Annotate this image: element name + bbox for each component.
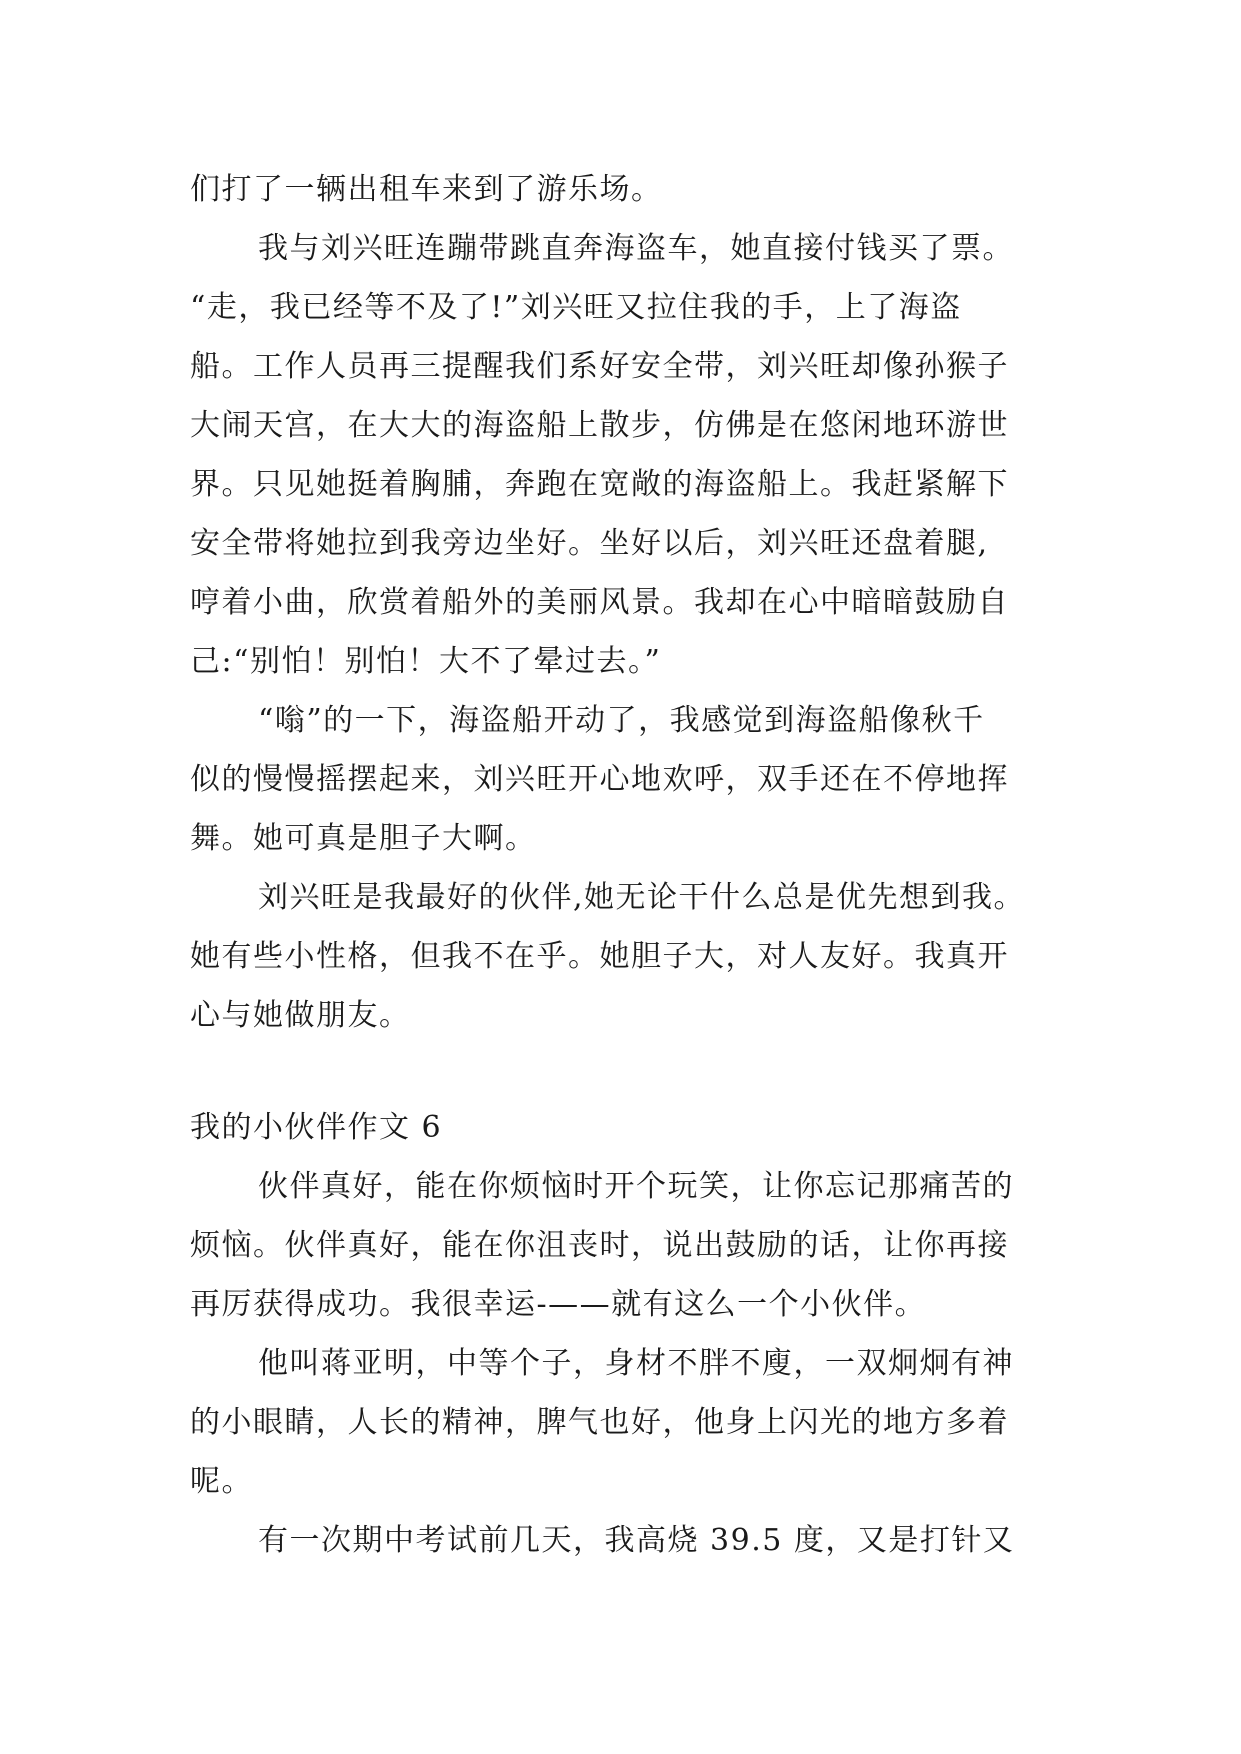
section-heading: 我的小伙伴作文 6 [190, 1110, 443, 1145]
paragraph-line: “走，我已经等不及了!”刘兴旺又拉住我的手，上了海盗 [190, 290, 962, 325]
paragraph-line: 哼着小曲，欣赏着船外的美丽风景。我却在心中暗暗鼓励自 [190, 585, 1009, 620]
paragraph-line: 我与刘兴旺连蹦带跳直奔海盗车，她直接付钱买了票。 [258, 231, 1014, 266]
paragraph-line: 他叫蒋亚明，中等个子，身材不胖不廋，一双炯炯有神 [258, 1346, 1014, 1381]
paragraph-line: 她有些小性格，但我不在乎。她胆子大，对人友好。我真开 [190, 939, 1009, 974]
paragraph-line: 安全带将她拉到我旁边坐好。坐好以后，刘兴旺还盘着腿, [190, 526, 989, 561]
paragraph-line: 再厉获得成功。我很幸运-——就有这么一个小伙伴。 [190, 1287, 927, 1322]
text-column [190, 160, 1070, 1570]
paragraph-line: 舞。她可真是胆子大啊。 [190, 821, 537, 856]
paragraph-line: 呢。 [190, 1464, 253, 1499]
paragraph-line: 烦恼。伙伴真好，能在你沮丧时，说出鼓励的话，让你再接 [190, 1228, 1009, 1263]
paragraph-line: 伙伴真好，能在你烦恼时开个玩笑，让你忘记那痛苦的 [258, 1169, 1014, 1204]
paragraph-line: 有一次期中考试前几天，我高烧 39.5 度，又是打针又 [258, 1523, 1015, 1558]
paragraph-line: 刘兴旺是我最好的伙伴,她无论干什么总是优先想到我。 [258, 880, 1026, 915]
paragraph-line: 似的慢慢摇摆起来，刘兴旺开心地欢呼，双手还在不停地挥 [190, 762, 1009, 797]
paragraph-line: 大闹天宫，在大大的海盗船上散步，仿佛是在悠闲地环游世 [190, 408, 1009, 443]
paragraph-line: 心与她做朋友。 [190, 998, 411, 1033]
section-gap [190, 1045, 1070, 1098]
paragraph-line: 船。工作人员再三提醒我们系好安全带，刘兴旺却像孙猴子 [190, 349, 1009, 384]
paragraph-line: “嗡”的一下，海盗船开动了，我感觉到海盗船像秋千 [258, 703, 985, 738]
section-two [190, 1098, 1070, 1570]
section-one [190, 160, 1070, 1045]
paragraph-line: 己:“别怕！别怕！大不了晕过去。” [190, 644, 662, 679]
paragraph-line: 界。只见她挺着胸脯，奔跑在宽敞的海盗船上。我赶紧解下 [190, 467, 1009, 502]
paragraph-line: 们打了一辆出租车来到了游乐场。 [190, 172, 663, 207]
paragraph-line: 的小眼睛，人长的精神，脾气也好，他身上闪光的地方多着 [190, 1405, 1009, 1440]
